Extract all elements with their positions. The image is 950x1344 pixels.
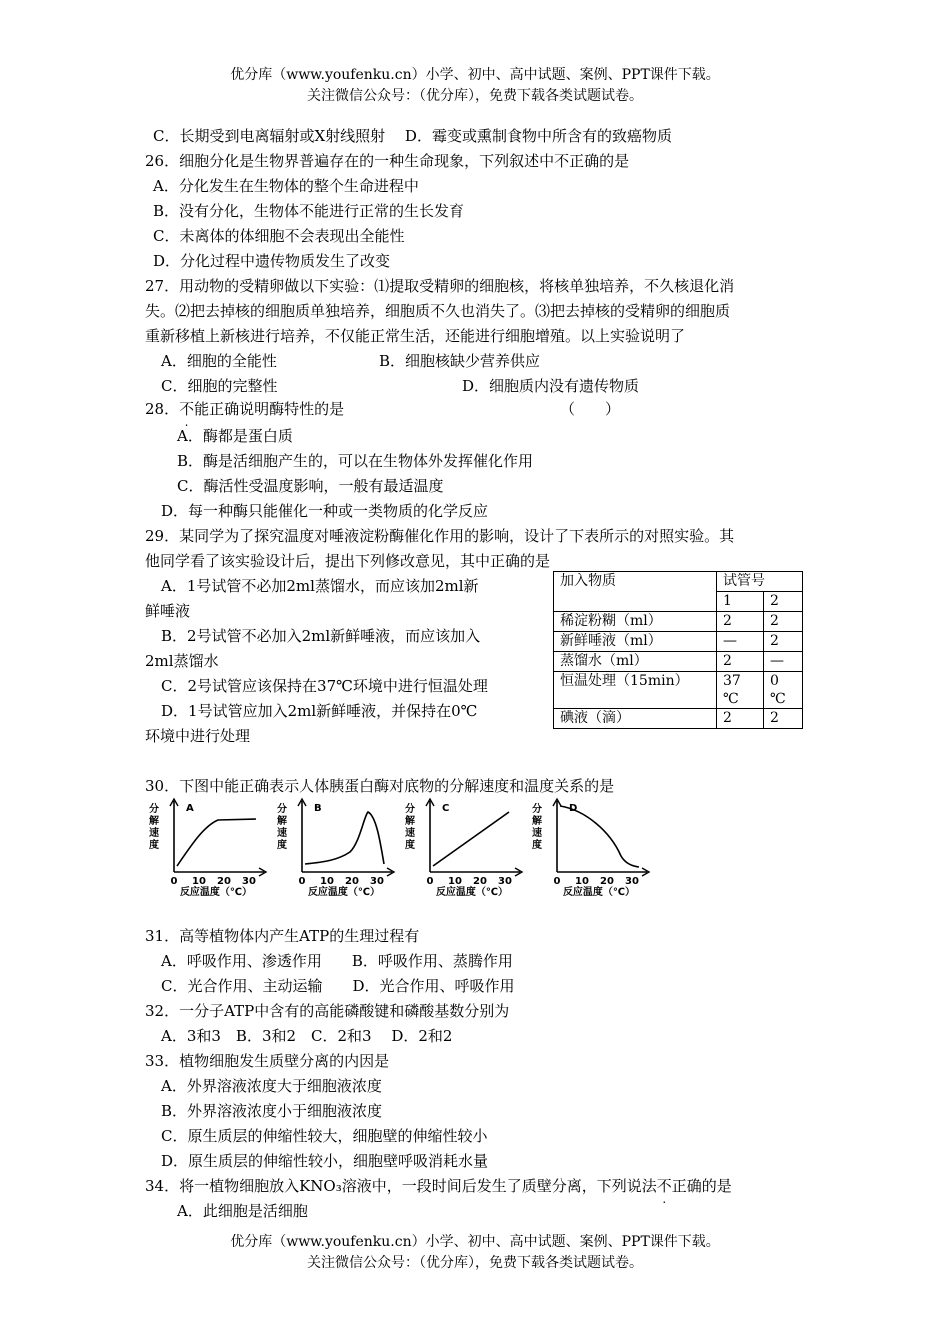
graph-y-axis-label: 分 解 速 度 xyxy=(277,804,287,851)
table-row: 新鲜唾液（ml） — 2 xyxy=(554,632,803,652)
table-header-tube-1: 1 xyxy=(717,592,764,612)
q26-option-a: A．分化发生在生物体的整个生命进程中 xyxy=(153,177,419,195)
x-tick-label: 0 xyxy=(426,876,434,887)
footer-line-1: 优分库（www.youfenku.cn）小学、初中、高中试题、案例、PPT课件下载。 xyxy=(230,1234,720,1250)
graph-y-axis-label: 分 解 速 度 xyxy=(532,804,542,851)
q28-answer-bracket: （ ） xyxy=(560,400,621,418)
graph-x-axis-label: 反应温度（℃） xyxy=(179,887,253,896)
graph-c xyxy=(404,796,522,896)
q27-stem-line-2: 失。⑵把去掉核的细胞质单独培养，细胞质不久也消失了。⑶把去掉核的受精卵的细胞质 xyxy=(145,302,731,320)
graph-letter: C xyxy=(442,803,450,814)
q27-option-b: B．细胞核缺少营养供应 xyxy=(379,352,541,370)
table-header-tube: 试管号 xyxy=(717,572,803,592)
rate-curve xyxy=(433,812,509,866)
header-line-1: 优分库（www.youfenku.cn）小学、初中、高中试题、案例、PPT课件下载。 xyxy=(230,67,720,83)
table-row: 碘液（滴） 2 2 xyxy=(554,709,803,729)
x-tick-label: 10 xyxy=(192,876,206,887)
q34-stem: 34．将一植物细胞放入KNO₃溶液中，一段时间后发生了质壁分离，下列说法不正确的是 xyxy=(145,1177,732,1195)
emphasis-dot-char: 不 xyxy=(179,400,195,418)
q25-options-cd: C．长期受到电离辐射或X射线照射 D．霉变或熏制食物中所含有的致癌物质 xyxy=(153,127,672,145)
x-tick-label: 10 xyxy=(320,876,334,887)
q27-option-a: A．细胞的全能性 xyxy=(161,352,277,370)
x-tick-label: 30 xyxy=(625,876,639,887)
emphasis-dot-char: 不 xyxy=(656,1177,672,1195)
graph-x-axis-label: 反应温度（℃） xyxy=(307,887,381,896)
table-row: 稀淀粉糊（ml） 2 2 xyxy=(554,612,803,632)
header-line-2: 关注微信公众号：（优分库），免费下载各类试题试卷。 xyxy=(307,88,643,104)
q26-option-c: C．未离体的体细胞不会表现出全能性 xyxy=(153,227,405,245)
q27-option-d xyxy=(462,376,639,396)
q29-stem-line-1: 29．某同学为了探究温度对唾液淀粉酶催化作用的影响，设计了下表所示的对照实验。其 xyxy=(145,527,735,545)
table-row: 蒸馏水（ml） 2 — xyxy=(554,652,803,672)
x-tick-label: 0 xyxy=(298,876,306,887)
q33-option-d: D．原生质层的伸缩性较小，细胞壁呼吸消耗水量 xyxy=(161,1152,489,1170)
graph-b xyxy=(276,796,394,896)
table-header-tube-2: 2 xyxy=(764,592,803,612)
q28-option-a: A．酶都是蛋白质 xyxy=(177,427,293,445)
q26-option-b: B．没有分化，生物体不能进行正常的生长发育 xyxy=(153,202,465,220)
q29-option-d-line-2: 环境中进行处理 xyxy=(145,727,251,745)
rate-curve xyxy=(560,806,639,867)
x-tick-label: 30 xyxy=(498,876,512,887)
q31-options-cd: C．光合作用、主动运输 D．光合作用、呼吸作用 xyxy=(161,977,515,995)
x-tick-label: 20 xyxy=(217,876,231,887)
q32-options: A．3和3 B．3和2 C．2和3 D．2和2 xyxy=(161,1027,453,1045)
x-tick-label: 20 xyxy=(600,876,614,887)
graph-y-axis-label: 分 解 速 度 xyxy=(149,804,159,851)
x-tick-label: 10 xyxy=(448,876,462,887)
q29-option-b-line-2: 2ml蒸馏水 xyxy=(145,652,219,670)
q27-option-d-letter: D． xyxy=(462,377,490,395)
q28-option-b: B．酶是活细胞产生的，可以在生物体外发挥催化作用 xyxy=(177,452,534,470)
q29-option-b-line-1: B．2号试管不必加入2ml新鲜唾液，而应该加入 xyxy=(161,627,481,645)
x-tick-label: 20 xyxy=(345,876,359,887)
x-tick-label: 10 xyxy=(575,876,589,887)
q28-stem: 28．不能正确说明酶特性的是 xyxy=(145,400,345,418)
q27-option-c-letter: C． xyxy=(161,377,188,395)
q27-option-d-text: 细胞质内没有遗传物质 xyxy=(489,377,640,395)
graph-letter: B xyxy=(314,803,322,814)
q29-option-d-line-1: D．1号试管应加入2ml新鲜唾液，并保持在0℃ xyxy=(161,702,478,720)
q28-option-d: D．每一种酶只能催化一种或一类物质的化学反应 xyxy=(161,502,489,520)
q29-option-c: C．2号试管应该保持在37℃环境中进行恒温处理 xyxy=(161,677,488,695)
x-tick-label: 30 xyxy=(242,876,256,887)
table-row: 恒温处理（15min） 37 ℃ 0 ℃ xyxy=(554,672,803,709)
q29-stem-line-2: 他同学看了该实验设计后，提出下列修改意见，其中正确的是 xyxy=(145,552,551,570)
graph-y-axis-label: 分 解 速 度 xyxy=(405,804,415,851)
q31-options-ab: A．呼吸作用、渗透作用 B．呼吸作用、蒸腾作用 xyxy=(161,952,513,970)
graph-letter: A xyxy=(186,803,194,814)
experiment-table xyxy=(553,571,803,729)
q28-option-c: C．酶活性受温度影响，一般有最适温度 xyxy=(177,477,444,495)
q33-stem: 33．植物细胞发生质壁分离的内因是 xyxy=(145,1052,390,1070)
graph-letter: D xyxy=(569,803,578,814)
q33-option-a: A．外界溶液浓度大于细胞液浓度 xyxy=(161,1077,382,1095)
x-tick-label: 0 xyxy=(170,876,178,887)
q30-stem: 30．下图中能正确表示人体胰蛋白酶对底物的分解速度和温度关系的是 xyxy=(145,777,615,795)
table-header-substance: 加入物质 xyxy=(554,572,717,612)
q34-option-a: A．此细胞是活细胞 xyxy=(177,1202,308,1220)
q31-stem: 31．高等植物体内产生ATP的生理过程有 xyxy=(145,927,420,945)
graph-d xyxy=(531,796,649,896)
q27-stem-line-1: 27．用动物的受精卵做以下实验：⑴提取受精卵的细胞核，将核单独培养，不久核退化消 xyxy=(145,277,735,295)
q26-stem: 26．细胞分化是生物界普遍存在的一种生命现象，下列叙述中不正确的是 xyxy=(145,152,630,170)
footer-line-2: 关注微信公众号：（优分库），免费下载各类试题试卷。 xyxy=(307,1255,643,1271)
q27-option-c xyxy=(161,376,278,396)
q27-option-c-text: 细胞的完整性 xyxy=(187,377,278,395)
q29-option-a-line-1: A．1号试管不必加2ml蒸馏水，而应该加2ml新 xyxy=(161,577,479,595)
q29-option-a-line-2: 鲜唾液 xyxy=(145,602,191,620)
x-tick-label: 20 xyxy=(473,876,487,887)
x-tick-label: 30 xyxy=(370,876,384,887)
x-tick-label: 0 xyxy=(553,876,561,887)
rate-curve xyxy=(305,812,384,864)
q26-option-d: D．分化过程中遗传物质发生了改变 xyxy=(153,252,391,270)
q32-stem: 32．一分子ATP中含有的高能磷酸键和磷酸基数分别为 xyxy=(145,1002,510,1020)
graph-x-axis-label: 反应温度（℃） xyxy=(435,887,509,896)
rate-curve xyxy=(177,819,256,866)
graph-a xyxy=(148,796,266,896)
q33-option-c: C．原生质层的伸缩性较大，细胞壁的伸缩性较小 xyxy=(161,1127,488,1145)
q33-option-b: B．外界溶液浓度小于细胞液浓度 xyxy=(161,1102,383,1120)
graph-x-axis-label: 反应温度（℃） xyxy=(562,887,636,896)
q27-stem-line-3: 重新移植上新核进行培养，不仅能正常生活，还能进行细胞增殖。以上实验说明了 xyxy=(145,327,686,345)
